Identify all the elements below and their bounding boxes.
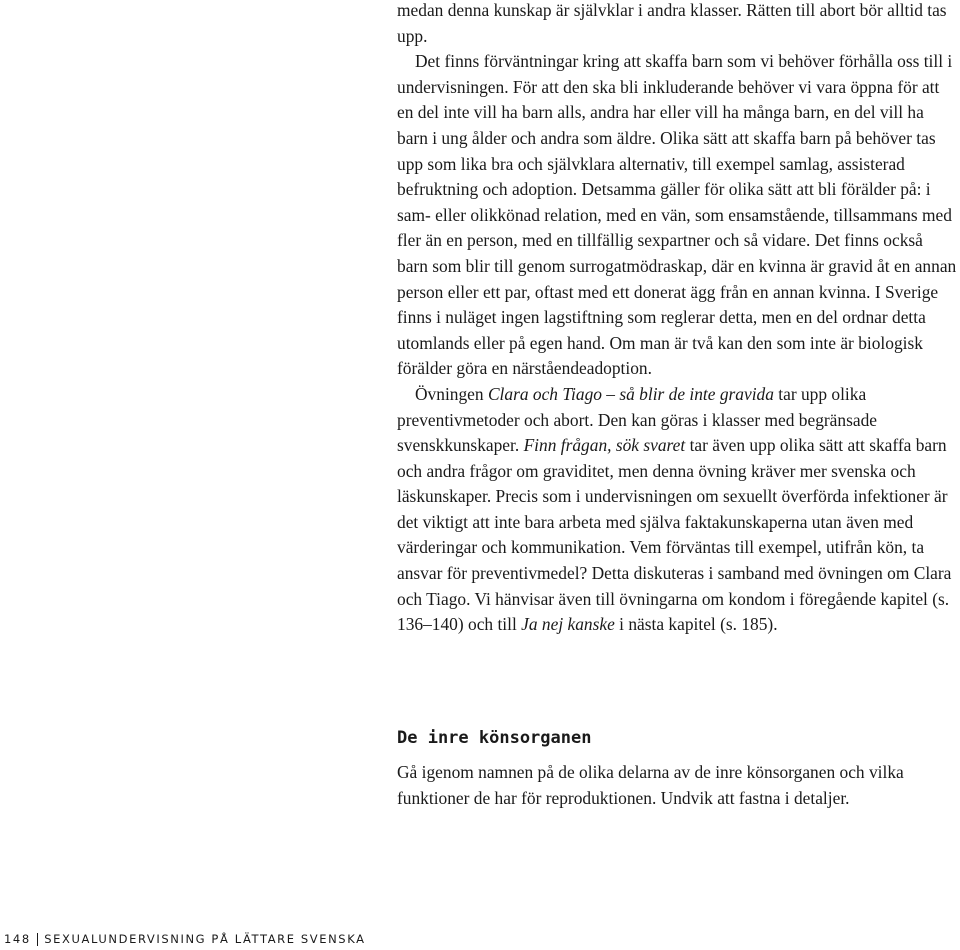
paragraph-1: medan denna kunskap är självklar i andra klasser. Rätten till abort bör alltid tas upp. (397, 0, 947, 46)
paragraph-2: Det finns förväntningar kring att skaffa barn som vi behöver förhålla oss till i undervisningen. För att den ska bli inkluderande behöver vi vara öppna för att en del inte vill ha barn alls, andra har eller vill ha många barn, en del vill ha barn i ung ålder och andra som äldre. Olika sätt att skaffa barn på behöver tas upp som lika bra och självklara alternativ, till exempel samlag, assisterad befruktning och adoption. Detsamma gäller för olika sätt att bli förälder på: i sam- eller olikkönad relation, med en vän, som ensamstående, tillsammans med fler än en person, med en tillfällig sexpartner och så vidare. Det finns också barn som blir till genom surrogatmödraskap, där en kvinna är gravid åt en annan person eller ett par, oftast med ett donerat ägg från en annan kvinna. I Sverige finns i nuläget ingen lagstiftning som reglerar detta, men en del ordnar detta utomlands eller på egen hand. Om man är två kan den som inte är biologisk förälder göra en närståendeadoption. (397, 51, 957, 379)
section-heading: De inre könsorganen (397, 728, 592, 748)
body-text-lower (397, 760, 957, 811)
exercise-title-clara-och-tiago: Clara och Tiago – så blir de inte gravida (487, 383, 774, 404)
paragraph-3-text-3: tar även upp olika sätt att skaffa barn och andra frågor om graviditet, men denna övning kräver mer svenska och läskunskaper. Precis som i undervisningen om sexuellt överförda infektioner är det viktigt att inte bara arbeta med själva faktakunskaperna utan även med värderingar och kommunikation. Vem förväntas till exempel, utifrån kön, ta ansvar för preventivmedel? Detta diskuteras i samband med övningen om Clara och Tiago. Vi hänvisar även till övningarna om kondom i föregående kapitel (s. 136–140) och till (397, 435, 952, 635)
paragraph-3-text-4: i nästa kapitel (s. 185). (614, 614, 778, 635)
paragraph-3 (397, 382, 957, 638)
paragraph-4: Gå igenom namnen på de olika delarna av de inre könsorganen och vilka funktioner de har för reproduktionen. Undvik att fastna i detaljer. (397, 762, 904, 808)
paragraph-3-text-1: Övningen (415, 383, 488, 404)
body-text-upper (397, 0, 957, 638)
exercise-title-finn-fragan: Finn frågan, sök svaret (523, 435, 686, 456)
page-number: 148 (4, 932, 31, 946)
paragraph-3-text-2: tar upp olika preventivmetoder och abort. Den kan göras i klasser med begränsade svenskkunskaper. (397, 383, 878, 456)
exercise-title-ja-nej-kanske: Ja nej kanske (521, 614, 615, 635)
footer-separator (37, 933, 39, 946)
book-title: SEXUALUNDERVISNING PÅ LÄTTARE SVENSKA (44, 932, 366, 946)
page-footer (4, 932, 366, 946)
